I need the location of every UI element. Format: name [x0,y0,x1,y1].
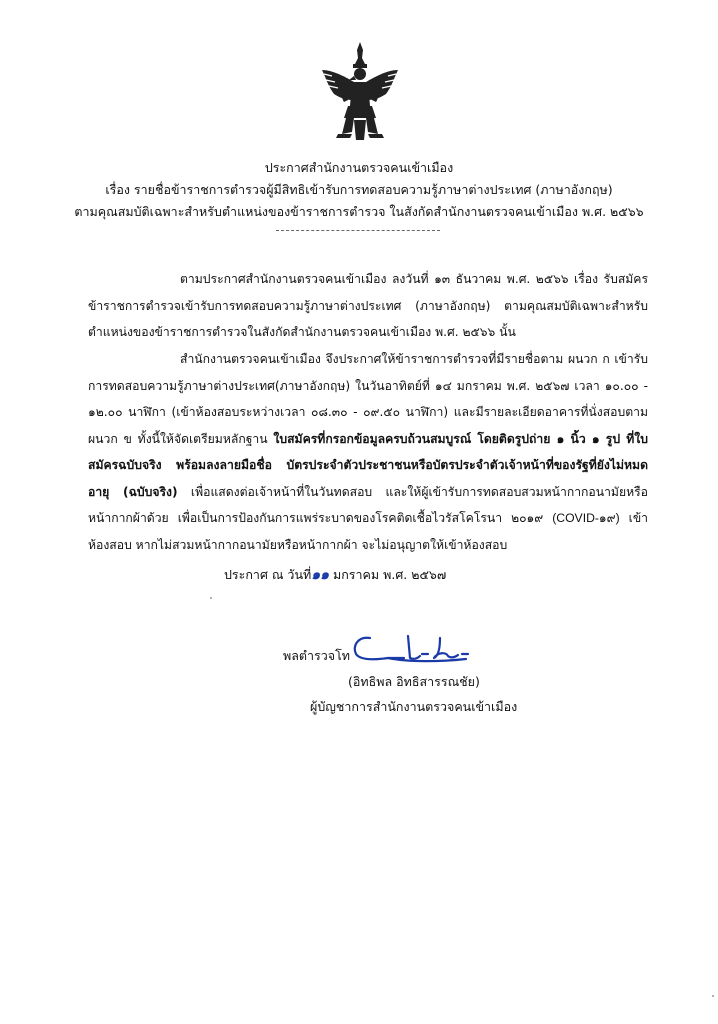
paragraph-2 [88,346,648,558]
scan-speck [210,597,212,599]
announce-date [224,565,446,585]
signer-rank: พลตำรวจโท [283,648,351,663]
paragraph-2-text-c: เข้าห้องสอบ หากไม่สวมหน้ากากอนามัยหรือหน้ากากผ้า จะไม่อนุญาตให้เข้าห้องสอบ [88,511,648,552]
title-divider [276,230,440,231]
handwritten-signature [348,628,476,666]
paragraph-2-bold-requirements: ใบสมัครที่กรอกข้อมูลครบถ้วนสมบูรณ์ โดยติดรูปถ่าย ๑ นิ้ว ๑ รูป ที่ใบสมัครฉบับจริง พร้อมลงลายมือชื่อ บัตรประจำตัวประชาชนหรือบัตรประจำตัวเจ้าหน้าที่ของรัฐที่ยังไม่หมดอายุ (ฉบับจริง) [88,431,648,499]
announce-date-suffix: มกราคม พ.ศ. ๒๕๖๗ [329,567,447,582]
paragraph-2-covid: (COVID-๑๙) [552,511,620,525]
announcement-title: ประกาศสำนักงานตรวจคนเข้าเมือง [264,160,454,175]
signer-name: (อิทธิพล อิทธิสารรณชัย) [348,674,480,689]
paragraph-2-text-a: สำนักงานตรวจคนเข้าเมือง จึงประกาศให้ข้าราชการตำรวจที่มีรายชื่อตาม ผนวก ก เข้ารับการทดสอบความรู้ภาษาต่างประเทศ(ภาษาอังกฤษ) ในวันอาทิตย์ที่ ๑๔ มกราคม พ.ศ. ๒๕๖๗ เวลา ๑๐.๐๐ - ๑๒.๐๐ นาฬิกา (เข้าห้องสอบระหว่างเวลา ๐๘.๓๐ - ๐๙.๕๐ นาฬิกา) และมีรายละเอียดอาคารที่นั่งสอบตามผนวก ข ทั้งนี้ให้จัดเตรียมหลักฐาน [88,352,648,446]
announcement-subject: เรื่อง รายชื่อข้าราชการตำรวจผู้มีสิทธิเข้ารับการทดสอบความรู้ภาษาต่างประเทศ (ภาษาอังกฤษ) [105,182,613,197]
announce-date-prefix: ประกาศ ณ วันที่ [224,567,312,582]
announce-day-handwritten: ๑๑ [311,567,330,583]
scan-speck [712,995,714,997]
paragraph-2-text-b: เพื่อแสดงต่อเจ้าหน้าที่ในวันทดสอบ และให้ผู้เข้ารับการทดสอบสวมหน้ากากอนามัยหรือหน้ากากผ้าด้วย เพื่อเป็นการป้องกันการแพร่ระบาดของโรคติดเชื้อไวรัสโคโรนา ๒๐๑๙ [88,484,648,525]
garuda-emblem-icon [318,40,402,142]
paragraph-1: ตามประกาศสำนักงานตรวจคนเข้าเมือง ลงวันที่ ๑๓ ธันวาคม พ.ศ. ๒๕๖๖ เรื่อง รับสมัครข้าราชการตำรวจเข้ารับการทดสอบความรู้ภาษาต่างประเทศ (ภาษาอังกฤษ) ตามคุณสมบัติเฉพาะสำหรับตำแหน่งของข้าราชการตำรวจในสังกัดสำนักงานตรวจคนเข้าเมือง พ.ศ. ๒๕๖๖ นั้น [88,272,648,339]
announcement-subject-cont: ตามคุณสมบัติเฉพาะสำหรับตำแหน่งของข้าราชการตำรวจ ในสังกัดสำนักงานตรวจคนเข้าเมือง พ.ศ. ๒๕๖๖ [74,204,644,219]
signer-position: ผู้บัญชาการสำนักงานตรวจคนเข้าเมือง [310,699,518,714]
